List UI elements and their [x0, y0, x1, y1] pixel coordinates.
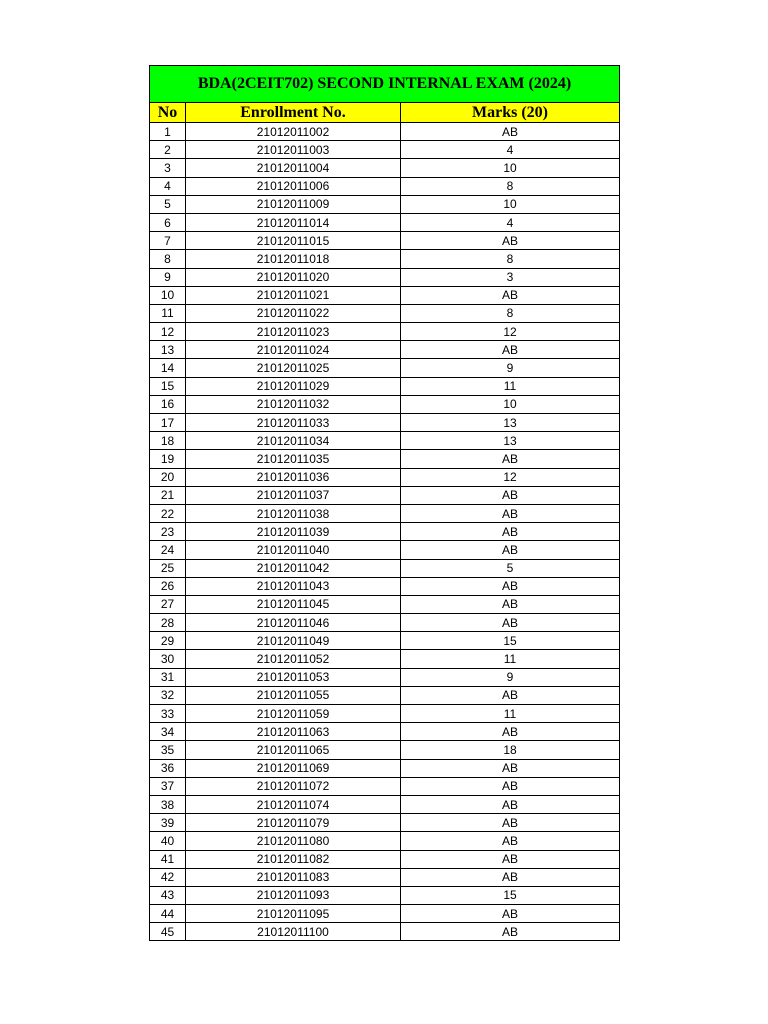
- row-number: 29: [150, 632, 186, 650]
- exam-title: BDA(2CEIT702) SECOND INTERNAL EXAM (2024): [150, 66, 620, 103]
- marks-value: 9: [401, 668, 620, 686]
- enrollment-number: 21012011040: [186, 541, 401, 559]
- row-number: 27: [150, 595, 186, 613]
- enrollment-number: 21012011093: [186, 886, 401, 904]
- row-number: 28: [150, 614, 186, 632]
- enrollment-number: 21012011032: [186, 395, 401, 413]
- marks-value: 9: [401, 359, 620, 377]
- table-row: [150, 432, 620, 450]
- table-row: [150, 886, 620, 904]
- table-row: [150, 523, 620, 541]
- table-row: [150, 741, 620, 759]
- enrollment-number: 21012011053: [186, 668, 401, 686]
- marks-value: AB: [401, 123, 620, 141]
- enrollment-number: 21012011014: [186, 213, 401, 231]
- enrollment-number: 21012011003: [186, 141, 401, 159]
- row-number: 43: [150, 886, 186, 904]
- table-row: [150, 814, 620, 832]
- enrollment-number: 21012011045: [186, 595, 401, 613]
- table-row: [150, 414, 620, 432]
- row-number: 25: [150, 559, 186, 577]
- row-number: 32: [150, 686, 186, 704]
- marks-value: AB: [401, 723, 620, 741]
- row-number: 15: [150, 377, 186, 395]
- row-number: 24: [150, 541, 186, 559]
- marks-value: 18: [401, 741, 620, 759]
- marks-value: 10: [401, 159, 620, 177]
- enrollment-number: 21012011024: [186, 341, 401, 359]
- enrollment-number: 21012011095: [186, 905, 401, 923]
- row-number: 17: [150, 414, 186, 432]
- marks-table: [149, 65, 620, 941]
- marks-value: 13: [401, 414, 620, 432]
- table-row: [150, 304, 620, 322]
- table-row: [150, 268, 620, 286]
- row-number: 40: [150, 832, 186, 850]
- table-row: [150, 668, 620, 686]
- enrollment-number: 21012011037: [186, 486, 401, 504]
- column-header-marks: Marks (20): [401, 103, 620, 123]
- enrollment-number: 21012011015: [186, 232, 401, 250]
- table-row: [150, 559, 620, 577]
- enrollment-number: 21012011034: [186, 432, 401, 450]
- title-row: [150, 66, 620, 103]
- enrollment-number: 21012011036: [186, 468, 401, 486]
- marks-value: 11: [401, 705, 620, 723]
- marks-value: AB: [401, 541, 620, 559]
- row-number: 14: [150, 359, 186, 377]
- row-number: 8: [150, 250, 186, 268]
- marks-value: AB: [401, 795, 620, 813]
- column-header-enrollment: Enrollment No.: [186, 103, 401, 123]
- row-number: 35: [150, 741, 186, 759]
- enrollment-number: 21012011043: [186, 577, 401, 595]
- table-row: [150, 250, 620, 268]
- row-number: 38: [150, 795, 186, 813]
- table-row: [150, 795, 620, 813]
- enrollment-number: 21012011042: [186, 559, 401, 577]
- marks-value: AB: [401, 759, 620, 777]
- row-number: 41: [150, 850, 186, 868]
- marks-value: 15: [401, 886, 620, 904]
- enrollment-number: 21012011079: [186, 814, 401, 832]
- table-row: [150, 177, 620, 195]
- marks-value: AB: [401, 577, 620, 595]
- marks-value: AB: [401, 832, 620, 850]
- enrollment-number: 21012011020: [186, 268, 401, 286]
- enrollment-number: 21012011035: [186, 450, 401, 468]
- column-header-no: No: [150, 103, 186, 123]
- row-number: 13: [150, 341, 186, 359]
- marks-value: AB: [401, 341, 620, 359]
- marks-value: AB: [401, 486, 620, 504]
- enrollment-number: 21012011063: [186, 723, 401, 741]
- header-row: [150, 103, 620, 123]
- marks-value: 8: [401, 304, 620, 322]
- enrollment-number: 21012011023: [186, 323, 401, 341]
- marks-value: 13: [401, 432, 620, 450]
- enrollment-number: 21012011049: [186, 632, 401, 650]
- enrollment-number: 21012011025: [186, 359, 401, 377]
- table-row: [150, 723, 620, 741]
- table-row: [150, 213, 620, 231]
- table-body: [150, 123, 620, 941]
- enrollment-number: 21012011004: [186, 159, 401, 177]
- marks-value: AB: [401, 814, 620, 832]
- table-row: [150, 868, 620, 886]
- enrollment-number: 21012011022: [186, 304, 401, 322]
- marks-value: AB: [401, 523, 620, 541]
- row-number: 42: [150, 868, 186, 886]
- enrollment-number: 21012011029: [186, 377, 401, 395]
- marks-value: AB: [401, 504, 620, 522]
- row-number: 20: [150, 468, 186, 486]
- table-row: [150, 468, 620, 486]
- row-number: 37: [150, 777, 186, 795]
- table-row: [150, 232, 620, 250]
- row-number: 39: [150, 814, 186, 832]
- marks-value: 11: [401, 650, 620, 668]
- enrollment-number: 21012011069: [186, 759, 401, 777]
- row-number: 18: [150, 432, 186, 450]
- row-number: 45: [150, 923, 186, 941]
- marks-value: AB: [401, 868, 620, 886]
- table-row: [150, 759, 620, 777]
- table-row: [150, 159, 620, 177]
- marks-value: AB: [401, 905, 620, 923]
- row-number: 44: [150, 905, 186, 923]
- enrollment-number: 21012011074: [186, 795, 401, 813]
- table-row: [150, 614, 620, 632]
- table-row: [150, 541, 620, 559]
- marks-value: 8: [401, 250, 620, 268]
- row-number: 26: [150, 577, 186, 595]
- marks-value: AB: [401, 232, 620, 250]
- row-number: 30: [150, 650, 186, 668]
- marks-value: 4: [401, 141, 620, 159]
- row-number: 19: [150, 450, 186, 468]
- enrollment-number: 21012011083: [186, 868, 401, 886]
- table-row: [150, 686, 620, 704]
- enrollment-number: 21012011039: [186, 523, 401, 541]
- marks-value: 5: [401, 559, 620, 577]
- table-row: [150, 359, 620, 377]
- marks-value: 12: [401, 323, 620, 341]
- marks-value: 12: [401, 468, 620, 486]
- row-number: 16: [150, 395, 186, 413]
- row-number: 22: [150, 504, 186, 522]
- row-number: 34: [150, 723, 186, 741]
- enrollment-number: 21012011009: [186, 195, 401, 213]
- row-number: 23: [150, 523, 186, 541]
- table-row: [150, 504, 620, 522]
- marks-value: 10: [401, 195, 620, 213]
- table-row: [150, 850, 620, 868]
- table-row: [150, 632, 620, 650]
- enrollment-number: 21012011052: [186, 650, 401, 668]
- row-number: 9: [150, 268, 186, 286]
- row-number: 10: [150, 286, 186, 304]
- enrollment-number: 21012011065: [186, 741, 401, 759]
- row-number: 21: [150, 486, 186, 504]
- table-row: [150, 777, 620, 795]
- marks-value: AB: [401, 923, 620, 941]
- enrollment-number: 21012011006: [186, 177, 401, 195]
- table-row: [150, 832, 620, 850]
- row-number: 36: [150, 759, 186, 777]
- marks-value: AB: [401, 595, 620, 613]
- row-number: 12: [150, 323, 186, 341]
- row-number: 2: [150, 141, 186, 159]
- row-number: 33: [150, 705, 186, 723]
- row-number: 31: [150, 668, 186, 686]
- row-number: 11: [150, 304, 186, 322]
- enrollment-number: 21012011080: [186, 832, 401, 850]
- table-row: [150, 341, 620, 359]
- marks-value: 8: [401, 177, 620, 195]
- marks-value: 11: [401, 377, 620, 395]
- marks-value: AB: [401, 850, 620, 868]
- table-row: [150, 486, 620, 504]
- enrollment-number: 21012011100: [186, 923, 401, 941]
- table-row: [150, 650, 620, 668]
- row-number: 5: [150, 195, 186, 213]
- row-number: 6: [150, 213, 186, 231]
- marks-value: AB: [401, 286, 620, 304]
- table-row: [150, 141, 620, 159]
- table-row: [150, 123, 620, 141]
- enrollment-number: 21012011033: [186, 414, 401, 432]
- marks-value: AB: [401, 777, 620, 795]
- table-row: [150, 923, 620, 941]
- marks-value: AB: [401, 614, 620, 632]
- row-number: 7: [150, 232, 186, 250]
- enrollment-number: 21012011018: [186, 250, 401, 268]
- enrollment-number: 21012011082: [186, 850, 401, 868]
- marks-value: 4: [401, 213, 620, 231]
- table-row: [150, 577, 620, 595]
- table-row: [150, 450, 620, 468]
- enrollment-number: 21012011038: [186, 504, 401, 522]
- marks-value: AB: [401, 686, 620, 704]
- table-row: [150, 195, 620, 213]
- row-number: 3: [150, 159, 186, 177]
- enrollment-number: 21012011021: [186, 286, 401, 304]
- enrollment-number: 21012011002: [186, 123, 401, 141]
- enrollment-number: 21012011072: [186, 777, 401, 795]
- enrollment-number: 21012011059: [186, 705, 401, 723]
- table-row: [150, 705, 620, 723]
- marks-value: 3: [401, 268, 620, 286]
- row-number: 1: [150, 123, 186, 141]
- marks-value: 15: [401, 632, 620, 650]
- marks-value: AB: [401, 450, 620, 468]
- table-row: [150, 323, 620, 341]
- enrollment-number: 21012011055: [186, 686, 401, 704]
- table-row: [150, 595, 620, 613]
- table-row: [150, 286, 620, 304]
- row-number: 4: [150, 177, 186, 195]
- table-row: [150, 377, 620, 395]
- marks-value: 10: [401, 395, 620, 413]
- table-row: [150, 395, 620, 413]
- enrollment-number: 21012011046: [186, 614, 401, 632]
- table-row: [150, 905, 620, 923]
